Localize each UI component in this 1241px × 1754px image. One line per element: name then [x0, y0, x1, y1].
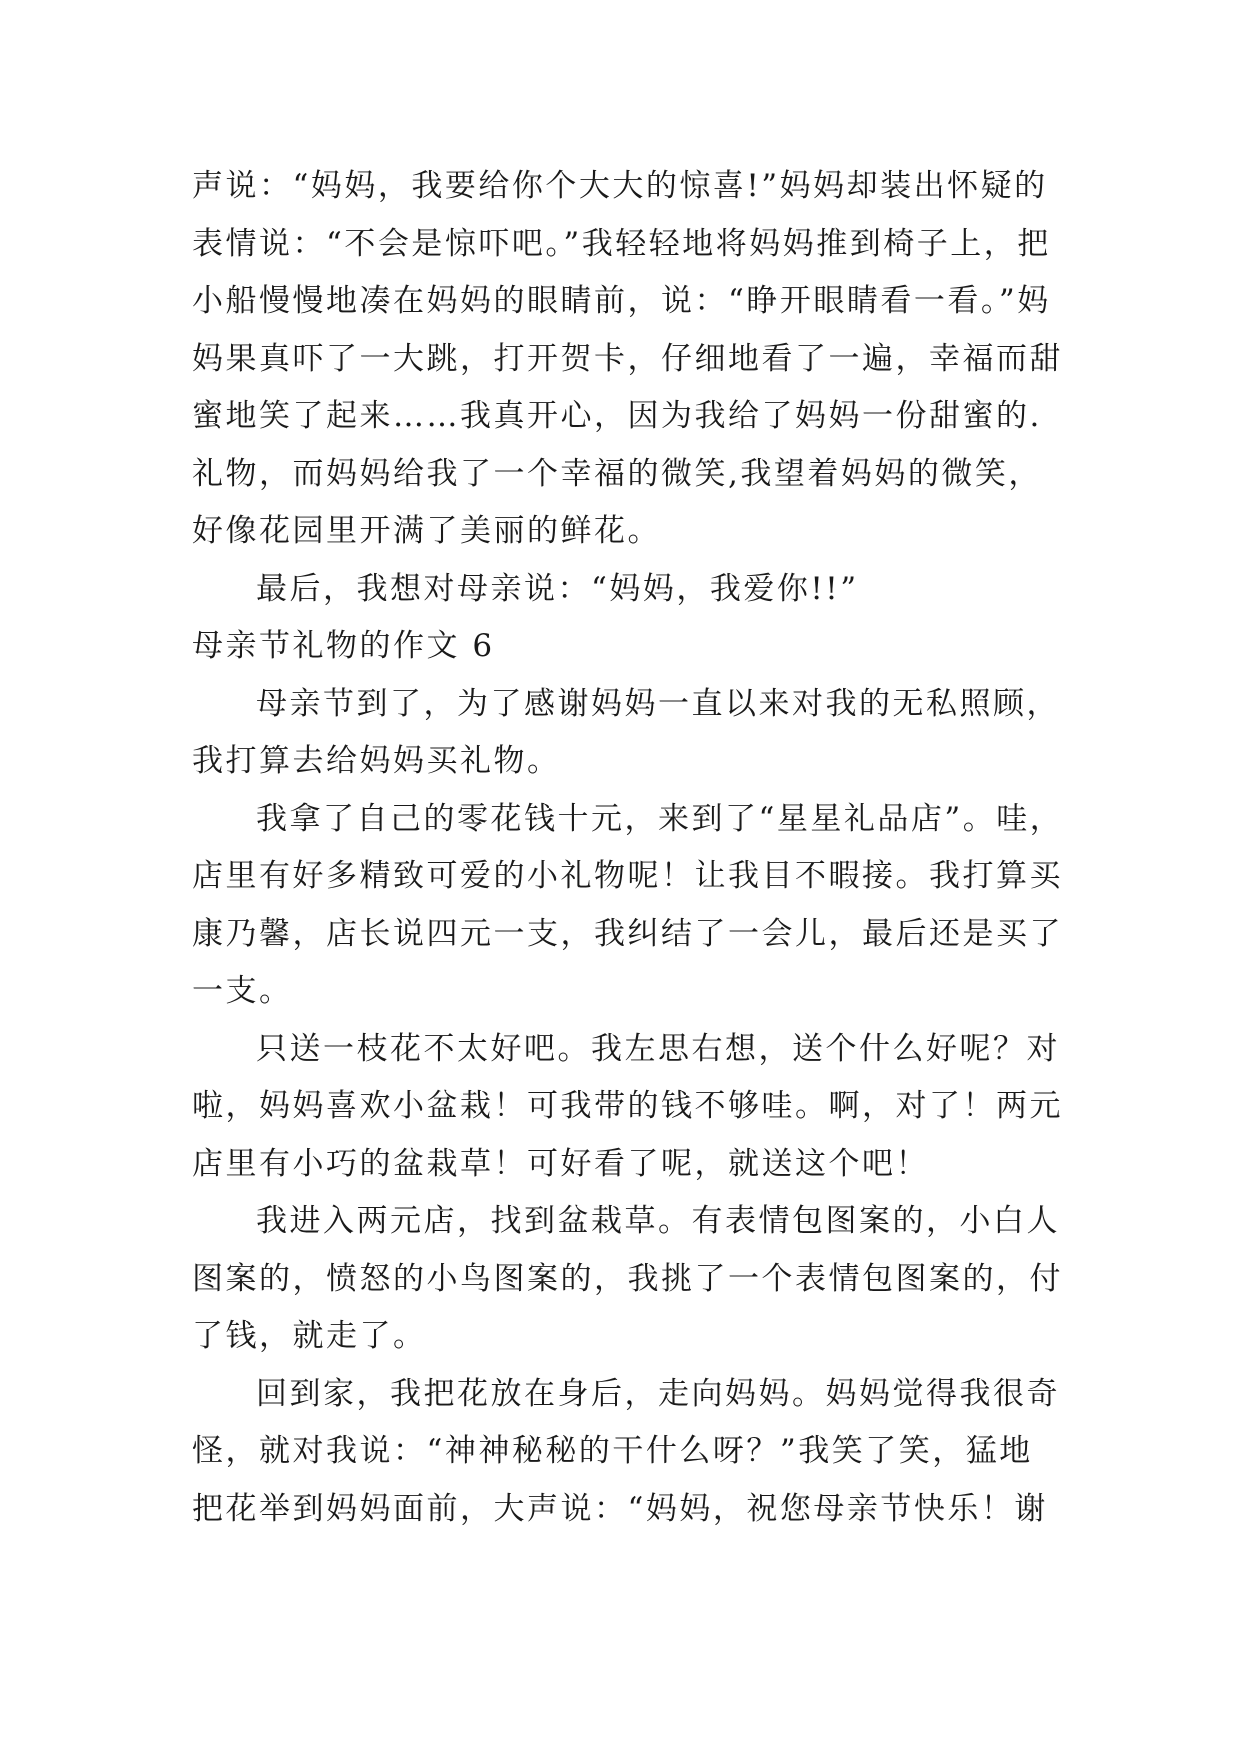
paragraph-first-line: 回到家，我把花放在身后，走向妈妈。妈妈觉得我很奇	[256, 1375, 1060, 1412]
text-line: 了钱，就走了。	[192, 1318, 427, 1354]
text-line: 蜜地笑了起来……我真开心，因为我给了妈妈一份甜蜜的.	[192, 398, 1042, 434]
text-line: 图案的，愤怒的小鸟图案的，我挑了一个表情包图案的，付	[192, 1260, 1063, 1297]
text-line: 店里有小巧的盆栽草！可好看了呢，就送这个吧！	[192, 1145, 929, 1182]
section-heading: 母亲节礼物的作文 6	[192, 628, 495, 664]
text-line: 礼物，而妈妈给我了一个幸福的微笑,我望着妈妈的微笑，	[192, 455, 1042, 492]
text-line: 店里有好多精致可爱的小礼物呢！让我目不暇接。我打算买	[192, 858, 1063, 894]
text-line: 表情说：“不会是惊吓吧。”我轻轻地将妈妈推到椅子上，把	[192, 225, 1051, 262]
paragraph-first-line: 最后，我想对母亲说：“妈妈，我爱你!!”	[256, 570, 859, 607]
text-line: 康乃馨，店长说四元一支，我纠结了一会儿，最后还是买了	[192, 915, 1063, 952]
text-line: 妈果真吓了一大跳，打开贺卡，仔细地看了一遍，幸福而甜	[192, 340, 1063, 377]
text-line: 啦，妈妈喜欢小盆栽！可我带的钱不够哇。啊，对了！两元	[192, 1088, 1063, 1124]
text-line: 我打算去给妈妈买礼物。	[192, 743, 561, 779]
paragraph-first-line: 我拿了自己的零花钱十元，来到了“星星礼品店”。哇，	[256, 800, 1064, 837]
paragraph-first-line: 母亲节到了，为了感谢妈妈一直以来对我的无私照顾，	[256, 685, 1060, 722]
text-line: 好像花园里开满了美丽的鲜花。	[192, 513, 661, 549]
document-body	[192, 158, 1072, 1538]
paragraph-first-line: 我进入两元店，找到盆栽草。有表情包图案的，小白人	[256, 1203, 1060, 1239]
text-line: 把花举到妈妈面前，大声说：“妈妈，祝您母亲节快乐！谢	[192, 1490, 1048, 1527]
text-line: 怪，就对我说：“神神秘秘的干什么呀？”我笑了笑，猛地	[192, 1433, 1033, 1469]
text-line: 小船慢慢地凑在妈妈的眼睛前，说：“睁开眼睛看一看。”妈	[192, 283, 1051, 319]
text-line: 声说：“妈妈，我要给你个大大的惊喜!”妈妈却装出怀疑的	[192, 168, 1048, 204]
paragraph-first-line: 只送一枝花不太好吧。我左思右想，送个什么好呢？对	[256, 1030, 1060, 1067]
text-line: 一支。	[192, 973, 293, 1009]
